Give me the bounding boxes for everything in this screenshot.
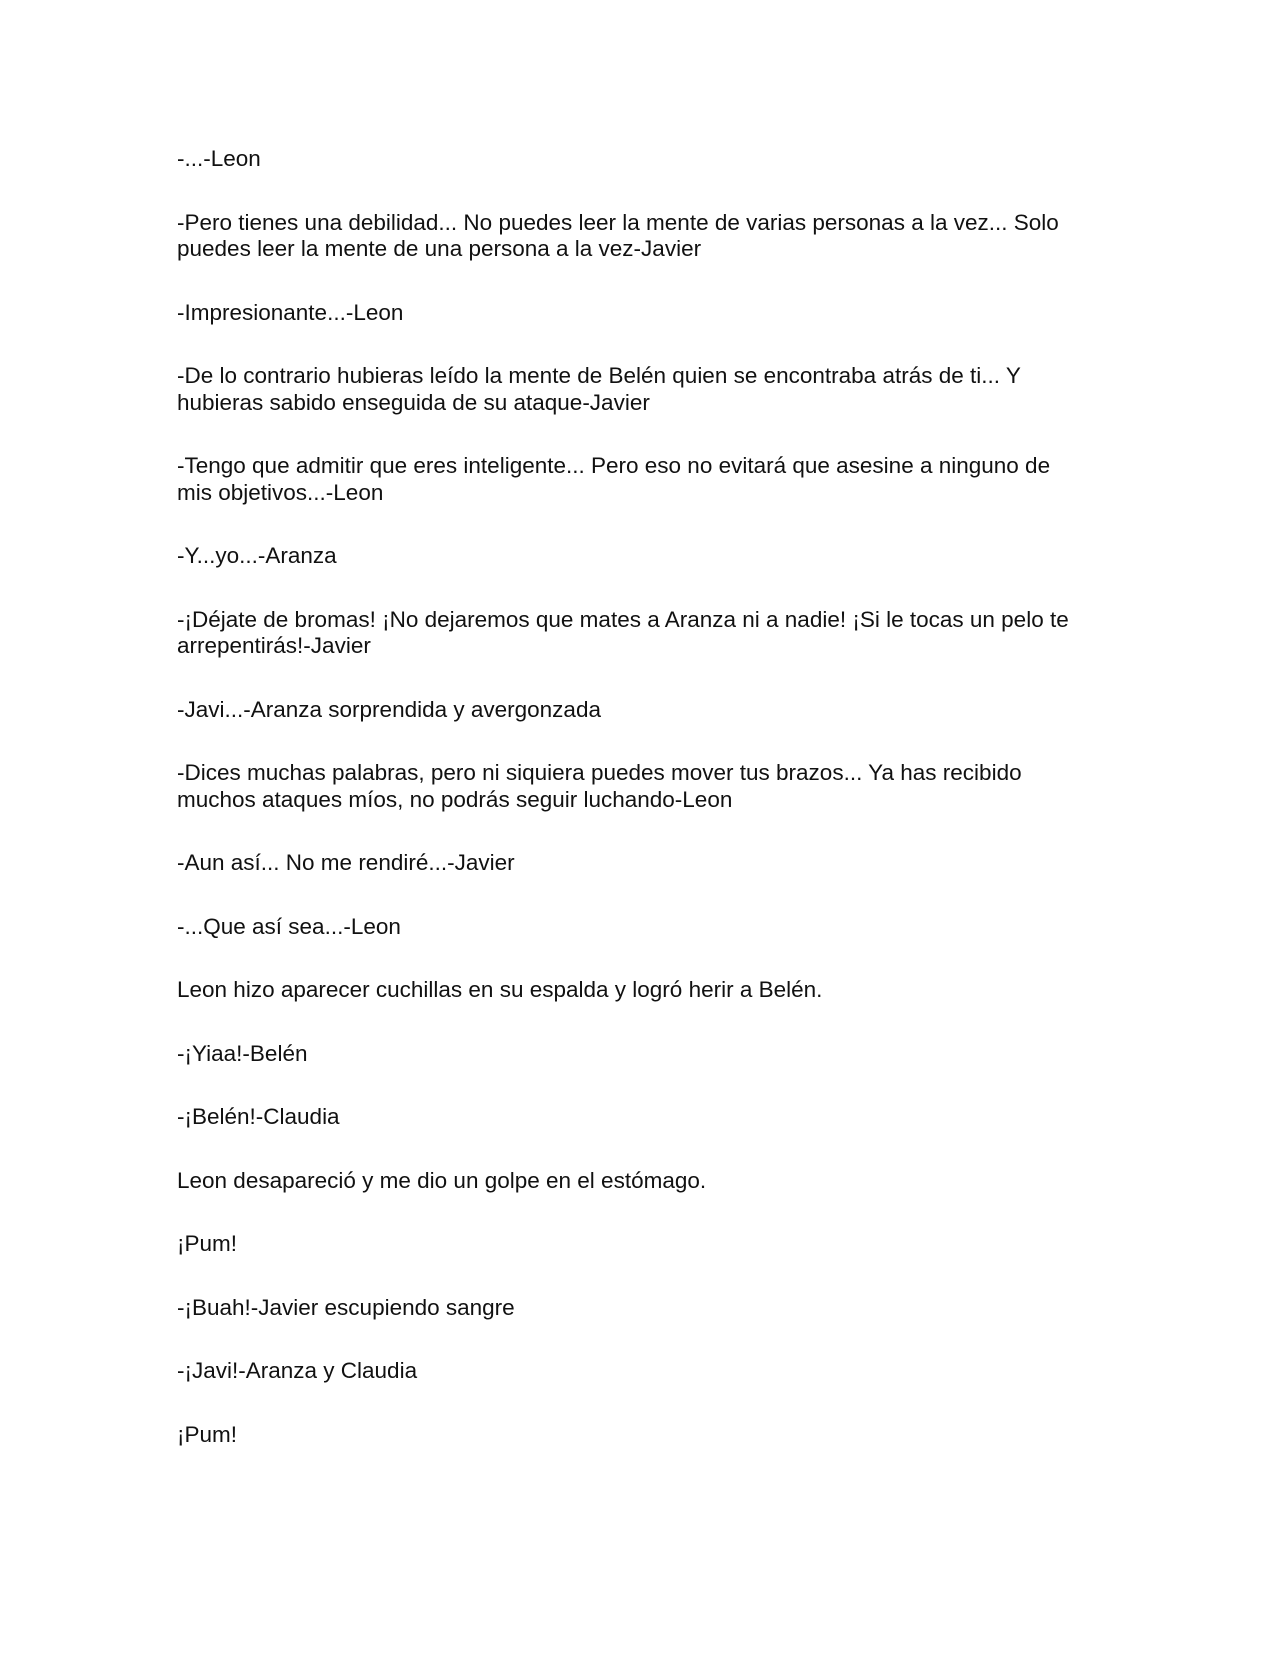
paragraph bbox=[177, 1104, 1097, 1131]
text-line: -Javi...-Aranza sorprendida y avergonzada bbox=[177, 696, 601, 722]
text-line: -¡Buah!-Javier escupiendo sangre bbox=[177, 1294, 515, 1320]
paragraph bbox=[177, 977, 1097, 1004]
paragraph bbox=[177, 1231, 1097, 1258]
paragraph bbox=[177, 1041, 1097, 1068]
text-line: -Pero tienes una debilidad... No puedes leer la mente de varias personas a la vez... Solo bbox=[177, 209, 1059, 235]
paragraph bbox=[177, 210, 1097, 263]
paragraph bbox=[177, 543, 1097, 570]
text-line: -Y...yo...-Aranza bbox=[177, 543, 337, 568]
text-line: muchos ataques míos, no podrás seguir luchando-Leon bbox=[177, 786, 733, 812]
text-line: -...Que así sea...-Leon bbox=[177, 913, 401, 939]
paragraph bbox=[177, 1422, 1097, 1449]
text-line: -De lo contrario hubieras leído la mente de Belén quien se encontraba atrás de ti... Y bbox=[177, 363, 1021, 388]
paragraph bbox=[177, 453, 1097, 506]
text-line: -¡Déjate de bromas! ¡No dejaremos que mates a Aranza ni a nadie! ¡Si le tocas un pelo te bbox=[177, 606, 1069, 632]
text-line: -¡Belén!-Claudia bbox=[177, 1104, 340, 1129]
paragraph bbox=[177, 607, 1097, 660]
text-line: Leon desapareció y me dio un golpe en el estómago. bbox=[177, 1167, 707, 1193]
text-line: puedes leer la mente de una persona a la vez-Javier bbox=[177, 236, 702, 261]
text-line: -...-Leon bbox=[177, 146, 261, 171]
paragraph bbox=[177, 146, 1097, 173]
paragraph bbox=[177, 1358, 1097, 1385]
paragraph bbox=[177, 850, 1097, 877]
paragraph bbox=[177, 760, 1097, 813]
text-line: hubieras sabido enseguida de su ataque-Javier bbox=[177, 389, 650, 415]
text-line: ¡Pum! bbox=[177, 1421, 238, 1447]
text-line: arrepentirás!-Javier bbox=[177, 633, 371, 658]
paragraph bbox=[177, 697, 1097, 724]
document-body bbox=[177, 146, 1097, 1485]
text-line: -¡Yiaa!-Belén bbox=[177, 1040, 308, 1066]
text-line: -Tengo que admitir que eres inteligente... Pero eso no evitará que asesine a ninguno de bbox=[177, 453, 1051, 478]
text-line: ¡Pum! bbox=[177, 1231, 238, 1256]
text-line: mis objetivos...-Leon bbox=[177, 479, 384, 505]
text-line: -¡Javi!-Aranza y Claudia bbox=[177, 1358, 418, 1383]
text-line: Leon hizo aparecer cuchillas en su espalda y logró herir a Belén. bbox=[177, 977, 823, 1002]
paragraph bbox=[177, 914, 1097, 941]
paragraph bbox=[177, 363, 1097, 416]
text-line: -Aun así... No me rendiré...-Javier bbox=[177, 850, 515, 875]
text-line: -Dices muchas palabras, pero ni siquiera puedes mover tus brazos... Ya has recibido bbox=[177, 760, 1022, 785]
text-line: -Impresionante...-Leon bbox=[177, 299, 404, 325]
paragraph bbox=[177, 1295, 1097, 1322]
paragraph bbox=[177, 1168, 1097, 1195]
paragraph bbox=[177, 300, 1097, 327]
